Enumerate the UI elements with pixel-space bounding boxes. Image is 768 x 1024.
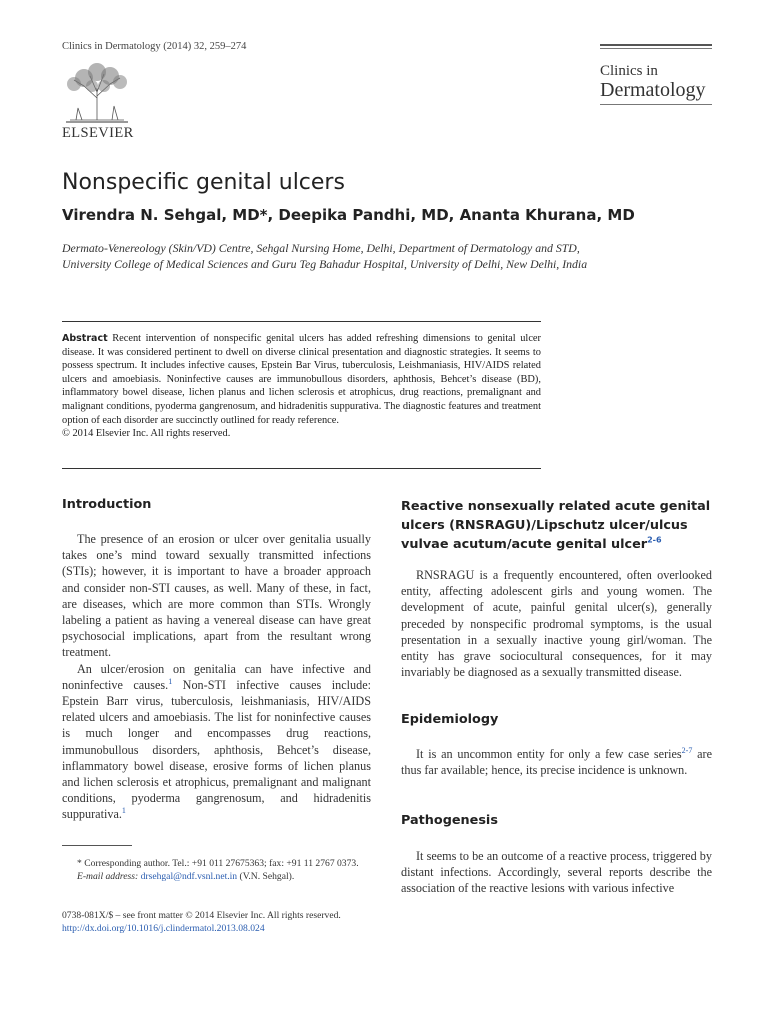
section-heading-introduction: Introduction <box>62 497 152 512</box>
elsevier-tree-icon <box>62 58 132 124</box>
section-heading-pathogenesis: Pathogenesis <box>401 813 498 828</box>
abstract-copyright: © 2014 Elsevier Inc. All rights reserved. <box>62 428 231 440</box>
paragraph: The presence of an erosion or ulcer over genitalia usually takes one’s mind toward sexually transmitted infections (STIs); however, it is important to have a broader approach and consider non-STI causes, as well. Many of these, in fact, are diseases, which are more common than STIs. Wrongly labeling a patient as having a venereal disease can have great psychosocial implications, apart from the resultant wrong treatment. <box>62 532 371 660</box>
affiliation <box>62 240 712 272</box>
author-list: Virendra N. Sehgal, MD*, Deepika Pandhi, MD, Ananta Khurana, MD <box>62 206 635 224</box>
journal-rule <box>600 44 712 46</box>
abstract <box>62 332 541 441</box>
abstract-rule <box>62 321 541 322</box>
paragraph-text: are thus far available; hence, its precise incidence is unknown. <box>401 747 712 778</box>
journal-citation <box>62 41 246 52</box>
heading-text: Reactive nonsexually related acute genital ulcers (RNSRAGU)/Lipschutz ulcer/ulcus vulvae acutum/acute genital ulcer <box>401 499 711 552</box>
journal-name-line1: Clinics in <box>600 63 658 79</box>
abstract-rule <box>62 468 541 469</box>
doi-link[interactable]: http://dx.doi.org/10.1016/j.clindermatol.2013.08.024 <box>62 923 265 934</box>
email-link[interactable]: drsehgal@ndf.vsnl.net.in <box>140 871 238 882</box>
corresponding-author: * Corresponding author. Tel.: +91 011 27675363; fax: +91 11 2767 0373. <box>77 858 359 869</box>
journal-rule <box>600 48 712 49</box>
citation-ref[interactable]: 2-6 <box>647 535 662 545</box>
paragraph: RNSRAGU is a frequently encountered, often overlooked entity, affecting adolescent girls and young women. The development of acute, painful genital ulcer(s), generally preceded by nonspecific prodromal symptoms, is the usual presentation in a sexually inactive young girl/woman. The entity has grave sociocultural consequences, for it may invariably be diagnosed as a sexually transmitted disease. <box>401 568 712 680</box>
citation-ref[interactable]: 2-7 <box>681 745 693 755</box>
affiliation-line: Dermato-Venereology (Skin/VD) Centre, Sehgal Nursing Home, Delhi, Department of Dermatology and STD, <box>62 241 580 255</box>
paragraph: It seems to be an outcome of a reactive process, triggered by distant infections. Accordingly, several reports describe the association of the reactive lesions with various infective <box>401 849 712 896</box>
rnsragu-text <box>401 567 712 680</box>
paragraph <box>401 746 712 778</box>
citation-ref[interactable]: 1 <box>168 676 173 686</box>
abstract-label: Abstract <box>62 333 108 344</box>
front-matter <box>62 909 382 935</box>
introduction-text <box>62 531 371 823</box>
abstract-body <box>62 332 541 427</box>
footnote <box>62 857 371 883</box>
paragraph <box>62 661 371 823</box>
abstract-text: Recent intervention of nonspecific genital ulcers has added refreshing dimensions to genital ulcer disease. It was considered pertinent to dwell on diverse clinical presentation and diagnostic strategies. It seems to possess spectrum. It includes infective causes, Epstein Bar Virus, tuberculosis, Leishmaniasis, HIV/AIDS related ulcers and amoebiasis. Noninfective causes are immunobullous disorders, aphthosis, Behcet’s disease (BD), inflammatory bowel disease, lichen planus and lichen sclerosis et atrophicus, drug reactions, premalignant and malignant conditions, pyoderma gangrenosum, and hidradenitis suppurativa. The diagnostic features and treatment option of each disorder are succinctly outlined for ready reference. <box>62 333 541 426</box>
citation-journal: Clinics in Dermatology (2014) <box>62 41 194 52</box>
citation-volume: 32 <box>193 41 205 52</box>
email-line <box>62 870 371 883</box>
pathogenesis-text <box>401 848 712 897</box>
paragraph-text: An ulcer/erosion on genitalia can have infective and noninfective causes. <box>62 661 371 692</box>
section-heading-epidemiology: Epidemiology <box>401 712 499 727</box>
paragraph-text: It is an uncommon entity for only a few case series <box>416 747 682 761</box>
affiliation-line: University College of Medical Sciences and Guru Teg Bahadur Hospital, University of Delhi, New Delhi, India <box>62 257 588 271</box>
journal-name-line2: Dermatology <box>600 79 706 101</box>
article-title: Nonspecific genital ulcers <box>62 170 345 195</box>
epidemiology-text <box>401 746 712 778</box>
citation-ref[interactable]: 1 <box>121 806 126 816</box>
email-label: E-mail address: <box>77 871 141 882</box>
email-suffix: (V.N. Sehgal). <box>237 871 295 882</box>
publisher-name: ELSEVIER <box>62 125 134 141</box>
issn-line: 0738-081X/$ – see front matter © 2014 Elsevier Inc. All rights reserved. <box>62 910 341 921</box>
section-heading-rnsragu <box>401 497 712 554</box>
journal-rule <box>600 104 712 105</box>
footnote-rule <box>62 845 132 846</box>
citation-pages: , 259–274 <box>204 41 247 52</box>
paragraph-text: Non-STI infective causes include: Epstein Barr virus, tuberculosis, leishmaniasis, HIV/AIDS related ulcers and amoebiasis. The list for noninfective causes is much longer and encompasses drug reactions, immunobullous disorders, aphthosis, Behcet’s disease, inflammatory bowel disease, erosive forms of lichen planus and lichen sclerosis et atrophicus, premalignant and malignant conditions, pyoderma gangrenosum, and hidradenitis suppurativa. <box>62 677 371 822</box>
